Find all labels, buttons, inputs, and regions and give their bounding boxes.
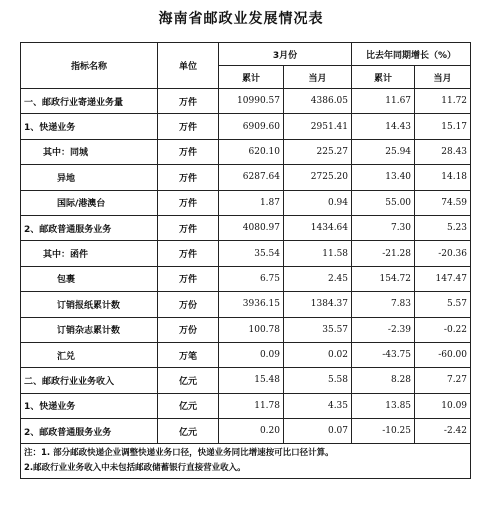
row-growth-month-cell: 15.17 xyxy=(415,114,471,139)
row-month-cell: 225.27 xyxy=(284,139,352,164)
row-name-cell: 二、邮政行业业务收入 xyxy=(21,368,158,393)
row-name-cell: 其中：同城 xyxy=(21,139,158,164)
row-unit-cell: 亿元 xyxy=(158,368,219,393)
row-cumulative-cell: 4080.97 xyxy=(219,215,284,240)
table-row xyxy=(21,114,471,139)
row-name-cell: 异地 xyxy=(21,165,158,190)
row-month-cell: 4.35 xyxy=(284,393,352,418)
row-month-cell: 2951.41 xyxy=(284,114,352,139)
row-growth-cumulative-cell: -2.39 xyxy=(352,317,415,342)
row-growth-cumulative-cell: 8.28 xyxy=(352,368,415,393)
row-growth-month-cell: -2.42 xyxy=(415,419,471,444)
row-growth-month-cell: 11.72 xyxy=(415,89,471,114)
col-header-unit: 单位 xyxy=(158,43,219,89)
col-header-name: 指标名称 xyxy=(21,43,158,89)
row-growth-cumulative-cell: -10.25 xyxy=(352,419,415,444)
row-unit-cell: 万件 xyxy=(158,190,219,215)
row-month-cell: 5.58 xyxy=(284,368,352,393)
row-month-cell: 4386.05 xyxy=(284,89,352,114)
row-month-cell: 11.58 xyxy=(284,241,352,266)
row-name-cell: 一、邮政行业寄递业务量 xyxy=(21,89,158,114)
table-row xyxy=(21,342,471,367)
col-header-month-group: 3月份 xyxy=(219,43,352,66)
table-notes xyxy=(21,444,471,479)
row-cumulative-cell: 11.78 xyxy=(219,393,284,418)
table-row xyxy=(21,368,471,393)
row-name-cell: 2、邮政普通服务业务 xyxy=(21,419,158,444)
row-name-cell: 其中：函件 xyxy=(21,241,158,266)
row-cumulative-cell: 6287.64 xyxy=(219,165,284,190)
row-month-cell: 0.07 xyxy=(284,419,352,444)
row-growth-cumulative-cell: 7.83 xyxy=(352,292,415,317)
row-unit-cell: 万件 xyxy=(158,165,219,190)
row-unit-cell: 万份 xyxy=(158,292,219,317)
table-row xyxy=(21,393,471,418)
row-name-cell: 订销报纸累计数 xyxy=(21,292,158,317)
row-growth-cumulative-cell: -21.28 xyxy=(352,241,415,266)
row-cumulative-cell: 0.20 xyxy=(219,419,284,444)
row-unit-cell: 亿元 xyxy=(158,393,219,418)
row-unit-cell: 万笔 xyxy=(158,342,219,367)
col-header-growth-month: 当月 xyxy=(415,66,471,89)
row-month-cell: 0.02 xyxy=(284,342,352,367)
col-header-current-month: 当月 xyxy=(284,66,352,89)
row-month-cell: 0.94 xyxy=(284,190,352,215)
row-growth-month-cell: -60.00 xyxy=(415,342,471,367)
table-row xyxy=(21,89,471,114)
row-month-cell: 1434.64 xyxy=(284,215,352,240)
table-row xyxy=(21,292,471,317)
row-growth-cumulative-cell: 25.94 xyxy=(352,139,415,164)
row-growth-cumulative-cell: 154.72 xyxy=(352,266,415,291)
row-growth-cumulative-cell: 13.40 xyxy=(352,165,415,190)
row-unit-cell: 万件 xyxy=(158,215,219,240)
row-month-cell: 1384.37 xyxy=(284,292,352,317)
row-growth-cumulative-cell: 11.67 xyxy=(352,89,415,114)
col-header-growth-group: 比去年同期增长（%） xyxy=(352,43,471,66)
col-header-growth-cumulative: 累计 xyxy=(352,66,415,89)
row-name-cell: 汇兑 xyxy=(21,342,158,367)
row-cumulative-cell: 15.48 xyxy=(219,368,284,393)
note-line-1: 注：1. 部分邮政快递企业调整快递业务口径，快递业务同比增速按可比口径计算。 xyxy=(24,448,334,459)
col-header-cumulative: 累计 xyxy=(219,66,284,89)
row-unit-cell: 万件 xyxy=(158,89,219,114)
row-unit-cell: 万件 xyxy=(158,241,219,266)
row-unit-cell: 亿元 xyxy=(158,419,219,444)
row-cumulative-cell: 3936.15 xyxy=(219,292,284,317)
row-growth-month-cell: 147.47 xyxy=(415,266,471,291)
row-cumulative-cell: 0.09 xyxy=(219,342,284,367)
table-title: 海南省邮政业发展情况表 xyxy=(158,11,324,27)
row-name-cell: 包裹 xyxy=(21,266,158,291)
row-name-cell: 1、快递业务 xyxy=(21,393,158,418)
row-growth-month-cell: 10.09 xyxy=(415,393,471,418)
row-growth-month-cell: 28.43 xyxy=(415,139,471,164)
table-row xyxy=(21,266,471,291)
row-growth-month-cell: 5.57 xyxy=(415,292,471,317)
row-growth-cumulative-cell: 55.00 xyxy=(352,190,415,215)
row-cumulative-cell: 620.10 xyxy=(219,139,284,164)
row-growth-month-cell: 14.18 xyxy=(415,165,471,190)
row-growth-month-cell: 7.27 xyxy=(415,368,471,393)
row-month-cell: 35.57 xyxy=(284,317,352,342)
stats-table xyxy=(20,42,471,479)
table-row xyxy=(21,317,471,342)
table-row xyxy=(21,241,471,266)
row-name-cell: 国际/港澳台 xyxy=(21,190,158,215)
row-unit-cell: 万件 xyxy=(158,266,219,291)
row-cumulative-cell: 100.78 xyxy=(219,317,284,342)
row-cumulative-cell: 6.75 xyxy=(219,266,284,291)
table-row xyxy=(21,139,471,164)
row-unit-cell: 万份 xyxy=(158,317,219,342)
row-cumulative-cell: 1.87 xyxy=(219,190,284,215)
row-name-cell: 订销杂志累计数 xyxy=(21,317,158,342)
table-row xyxy=(21,190,471,215)
row-growth-cumulative-cell: 14.43 xyxy=(352,114,415,139)
table-row xyxy=(21,215,471,240)
row-growth-month-cell: -20.36 xyxy=(415,241,471,266)
row-cumulative-cell: 6909.60 xyxy=(219,114,284,139)
row-growth-cumulative-cell: 7.30 xyxy=(352,215,415,240)
row-month-cell: 2725.20 xyxy=(284,165,352,190)
row-growth-cumulative-cell: 13.85 xyxy=(352,393,415,418)
row-growth-month-cell: -0.22 xyxy=(415,317,471,342)
row-growth-month-cell: 74.59 xyxy=(415,190,471,215)
row-month-cell: 2.45 xyxy=(284,266,352,291)
row-unit-cell: 万件 xyxy=(158,139,219,164)
row-growth-month-cell: 5.23 xyxy=(415,215,471,240)
row-cumulative-cell: 10990.57 xyxy=(219,89,284,114)
row-growth-cumulative-cell: -43.75 xyxy=(352,342,415,367)
note-line-2: 2.邮政行业业务收入中未包括邮政储蓄银行直接营业收入。 xyxy=(24,463,246,474)
row-cumulative-cell: 35.54 xyxy=(219,241,284,266)
row-name-cell: 1、快递业务 xyxy=(21,114,158,139)
table-row xyxy=(21,165,471,190)
table-row xyxy=(21,419,471,444)
row-unit-cell: 万件 xyxy=(158,114,219,139)
row-name-cell: 2、邮政普通服务业务 xyxy=(21,215,158,240)
